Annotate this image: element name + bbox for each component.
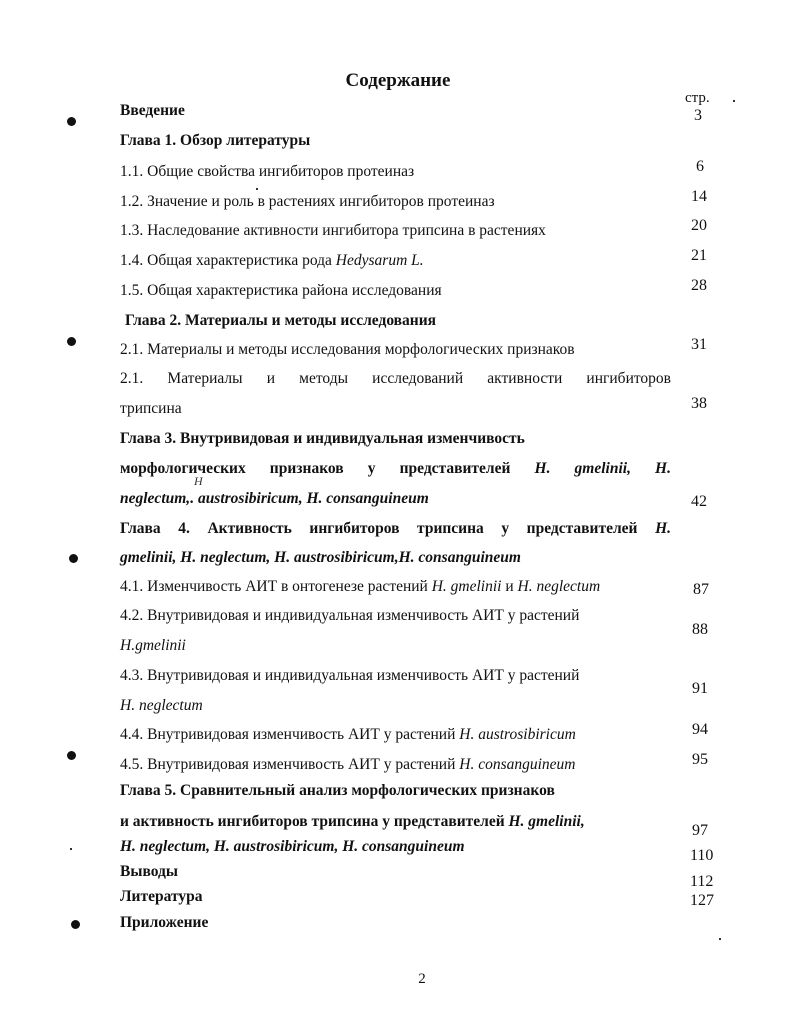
toc-section-4-4 [120,726,576,744]
toc-page-appendix: 127 [690,892,714,909]
scan-speck [719,938,721,940]
toc-page-1-5: 28 [691,277,707,294]
toc-page-2-2: 38 [691,395,707,412]
toc-page-2-1: 31 [691,336,707,353]
toc-section-4-5-species: H. consanguineum [459,756,576,773]
toc-chapter-1: Глава 1. Обзор литературы [120,132,311,149]
toc-page-4-3: 91 [692,680,708,697]
toc-chapter-5-line3-species: H. neglectum, H. austrosibiricum, H. consanguineum [120,838,465,855]
toc-page-conclusions: 110 [690,847,714,864]
toc-chapter-3-line3-b: . austrosibiricum, H. consanguineum [190,490,429,507]
toc-chapter-4-line2-a: gmelinii, H. neglectum, H. austrosibiricum, [120,549,399,566]
toc-section-4-1-conj: и [501,578,518,595]
toc-page-1-1: 6 [696,158,704,175]
scan-speck [70,848,72,850]
binder-hole [69,554,78,563]
toc-chapter-4-line2-b: H. consanguineum [398,549,521,566]
toc-chapter-3-line3 [120,490,429,508]
toc-chapter-3-line1: Глава 3. Внутривидовая и индивидуальная изменчивость [120,430,525,447]
toc-section-2-1: 2.1. Материалы и методы исследования морфологических признаков [120,341,575,358]
toc-section-1-4-genus: Hedysarum L. [335,252,424,269]
toc-chapter-5-line3 [120,838,465,856]
toc-section-1-4-text: 1.4. Общая характеристика рода [120,252,336,269]
toc-section-4-1-species-b: H. neglectum [517,578,601,595]
toc-chapter-3-line2-text: морфологических признаков у представителей [120,460,535,477]
toc-chapter-3-line2-species: H. gmelinii, H. [534,460,671,477]
toc-chapter-4-line1 [120,520,671,538]
toc-chapter-5-line2-text: и активность ингибиторов трипсина у представителей [120,813,509,830]
toc-chapter-5-line1: Глава 5. Сравнительный анализ морфологических признаков [120,782,555,799]
toc-section-1-1: 1.1. Общие свойства ингибиторов протеиназ [120,163,415,180]
toc-chapter-2: Глава 2. Материалы и методы исследования [125,312,437,329]
binder-hole [67,751,76,760]
toc-section-4-1 [120,578,600,596]
toc-chapter-4-line2 [120,549,521,567]
toc-section-4-2-line2 [120,637,186,655]
toc-section-4-1-species-a: H. gmelinii [431,578,502,595]
toc-section-4-4-text: 4.4. Внутривидовая изменчивость АИТ у растений [120,726,460,743]
toc-entry-conclusions: Выводы [120,863,178,880]
toc-entry-appendix: Приложение [120,914,209,931]
toc-page-4-2: 88 [692,621,708,638]
toc-section-1-3: 1.3. Наследование активности ингибитора трипсина в растениях [120,222,546,239]
toc-page-4-5: 95 [692,751,708,768]
toc-chapter-4-line1-text: Глава 4. Активность ингибиторов трипсина у представителей [120,520,656,537]
toc-section-1-2: 1.2. Значение и роль в растениях ингибиторов протеиназ [120,193,495,210]
toc-chapter-5-line2-species: H. gmelinii, [508,813,585,830]
toc-page-4-4: 94 [692,721,708,738]
toc-page-1-4: 21 [691,247,707,264]
toc-entry-literature: Литература [120,888,203,905]
binder-hole [71,920,80,929]
toc-section-2-2-line2: трипсина [120,400,182,417]
toc-page-1-2: 14 [691,188,707,205]
toc-section-4-3-species: H. neglectum [120,697,203,714]
toc-page-3: 42 [691,493,707,510]
scan-speck [256,188,258,190]
scan-speck [733,100,735,102]
toc-section-1-4 [120,252,424,270]
binder-hole [67,337,76,346]
toc-section-4-3-line2 [120,697,203,715]
page-title: Содержание [345,70,451,91]
binder-hole [67,117,76,126]
page-column-label: стр. [685,90,710,106]
toc-page-literature: 112 [690,873,714,890]
toc-chapter-3-line3-a: neglectum, [120,490,191,507]
toc-chapter-4-line1-species: H. [655,520,671,537]
toc-chapter-5-line2 [120,813,585,831]
toc-section-4-2-species: H.gmelinii [120,637,186,654]
toc-section-4-3-line1: 4.3. Внутривидовая и индивидуальная изменчивость АИТ у растений [120,667,580,684]
toc-page-intro: 3 [694,107,702,124]
toc-page-4-1: 87 [693,581,709,598]
toc-section-4-4-species: H. austrosibiricum [459,726,576,743]
toc-section-2-2-line1: 2.1. Материалы и методы исследований активности ингибиторов [120,370,671,387]
toc-section-4-1-text: 4.1. Изменчивость АИТ в онтогенезе растений [120,578,432,595]
toc-section-4-2-line1: 4.2. Внутривидовая и индивидуальная изменчивость АИТ у растений [120,607,580,624]
toc-page-1-3: 20 [691,217,707,234]
page-number: 2 [418,971,426,987]
toc-section-4-5 [120,756,576,774]
toc-page-5: 97 [692,822,708,839]
handwritten-correction-mark: H [194,474,203,488]
toc-section-1-5: 1.5. Общая характеристика района исследования [120,282,442,299]
toc-section-4-5-text: 4.5. Внутривидовая изменчивость АИТ у растений [120,756,460,773]
toc-entry-intro: Введение [120,102,185,119]
